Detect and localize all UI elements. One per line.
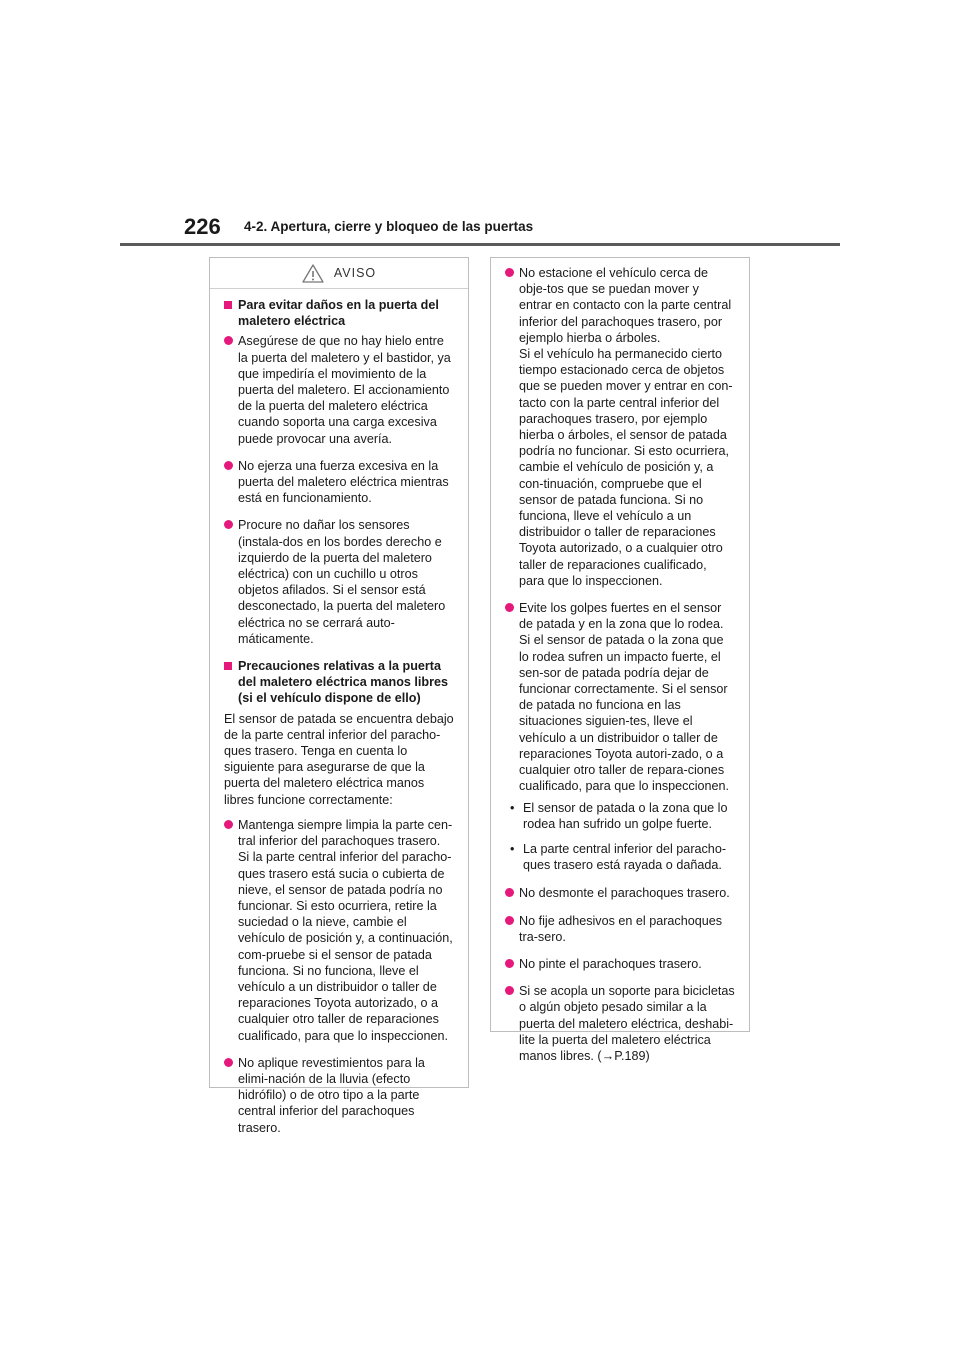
list-item-text: No ejerza una fuerza excesiva en la puerta del maletero eléctrica mientras está en funcionamiento. [238, 458, 449, 506]
list-item-text: Mantenga siempre limpia la parte cen-tral inferior del parachoques trasero. [238, 817, 453, 849]
list-item [505, 600, 735, 794]
square-bullet-icon [224, 301, 232, 309]
list-item-text: Evite los golpes fuertes en el sensor de patada y en la zona que lo rodea. [519, 601, 724, 632]
arrow-icon: → [601, 1048, 615, 1063]
sub-list-item [505, 800, 735, 832]
list-item-detail: Si la parte central inferior del paracho-ques trasero está sucia o cubierta de nieve, el sensor de patada podría no funcionar. Si esto ocurriera, retire la suciedad o la nieve, cambie el vehículo de posición y, a continuación, com-pruebe si el sensor de patada funciona. Si no funciona, lleve el vehículo a un distribuidor o taller de reparaciones Toyota autorizado, o a cualquier otro taller de reparaciones cualificado, para que lo inspeccionen. [238, 850, 453, 1043]
list-item-detail: Si el vehículo ha permanecido cierto tiempo estacionado cerca de objetos que se pueden mover y entrar en con-tacto con la parte central inferior del parachoques trasero, por ejemplo hierba o árboles, el sensor de patada podría no funcionar. Si esto ocurriera, cambie el vehículo de posición y, a con-tinuación, compruebe que el sensor de patada funciona. Si no funciona, lleve el vehículo a un distribuidor o taller de reparaciones Toyota autorizado, o a cualquier otro taller de reparaciones cualificado, para que lo inspeccionen. [519, 347, 733, 588]
list-item-text: Procure no dañar los sensores (instala-dos en los bordes derecho e izquierdo de la puerta del maletero eléctrica) con un cuchillo u otros objetos afilados. Si el sensor está desconectado, la puerta del maletero eléctrica no se cerrará auto-máticamente. [238, 518, 446, 646]
list-item-detail: Si el sensor de patada o la zona que lo rodea sufren un impacto fuerte, el sen-sor de patada podría dejar de funcionar correctamente. Si el sensor de patada no funciona en las situaciones siguien-tes, lleve el vehículo a un distribuidor o taller de reparaciones Toyota autori-zado, o a cualquier otro taller de repara-ciones cualificado, para que lo inspeccionen. [519, 633, 730, 794]
list-item [505, 983, 735, 1064]
list-item [505, 956, 735, 972]
warning-box-left [209, 257, 469, 1135]
list-item-text: No estacione el vehículo cerca de obje-tos que se puedan mover y entrar en contacto con la parte central inferior del parachoques trasero, por ejemplo hierba o árboles. [519, 266, 732, 345]
page-header [0, 0, 960, 250]
middot-marker: • [510, 841, 515, 856]
sub-list-text: El sensor de patada o la zona que lo rodea han sufrido un golpe fuerte. [523, 800, 728, 831]
list-item [224, 458, 454, 507]
header-divider [120, 243, 840, 246]
list-item-text: No desmonte el parachoques trasero. [519, 886, 730, 901]
subheading-handsfree [224, 658, 454, 707]
round-bullet-icon [224, 520, 233, 529]
sub-list-text: La parte central inferior del paracho-ques trasero está rayada o dañada. [523, 841, 727, 873]
page-reference-link[interactable]: P.189) [614, 1048, 650, 1063]
round-bullet-icon [224, 820, 233, 829]
square-bullet-icon [224, 662, 232, 670]
list-item-text: No fije adhesivos en el parachoques tra-sero. [519, 913, 723, 944]
subheading-text: Para evitar daños en la puerta del maletero eléctrica [238, 298, 439, 329]
page-number: 226 [184, 214, 221, 239]
round-bullet-icon [505, 603, 514, 612]
list-item-text: Asegúrese de que no hay hielo entre la puerta del maletero y el bastidor, ya que impediría el movimiento de la puerta del maletero. El accionamiento de la puerta del maletero eléctrica cuando soporta una carga excesiva puede provocar una avería. [238, 334, 451, 446]
list-item [224, 333, 454, 446]
list-item-text: No pinte el parachoques trasero. [519, 956, 702, 971]
round-bullet-icon [224, 336, 233, 345]
list-item [505, 265, 735, 589]
round-bullet-icon [224, 1058, 233, 1067]
list-item [224, 517, 454, 647]
warning-label: AVISO [333, 265, 377, 280]
round-bullet-icon [505, 916, 514, 925]
list-item-body: Si se acopla un soporte para bicicletas o algún objeto pesado similar a la puerta del maletero eléctrica, deshabi-lite la puerta del maletero eléctrica manos libres. ( [519, 984, 735, 1063]
list-item [224, 817, 454, 1044]
round-bullet-icon [505, 986, 514, 995]
list-item-text: No aplique revestimientos para la elimi-nación de la lluvia (efecto hidrófilo) o de otro tipo a la parte central inferior del parachoques trasero. [238, 1055, 425, 1135]
list-item [224, 1055, 454, 1136]
round-bullet-icon [505, 888, 514, 897]
middot-marker: • [510, 800, 515, 815]
warning-header [210, 258, 468, 289]
round-bullet-icon [224, 461, 233, 470]
body-paragraph: El sensor de patada se encuentra debajo de la parte central inferior del paracho-ques trasero. Tenga en cuenta lo siguiente para asegurarse de que la puerta del maletero eléctrica manos libres funcione correctamente: [224, 711, 454, 807]
list-item [505, 885, 735, 901]
round-bullet-icon [505, 959, 514, 968]
list-item [505, 913, 735, 945]
section-title: 4-2. Apertura, cierre y bloqueo de las puertas [244, 219, 534, 234]
sub-list-item [505, 841, 735, 873]
warning-box-right [490, 257, 750, 1063]
subheading-text: Precauciones relativas a la puerta del maletero eléctrica manos libres (si el vehículo dispone de ello) [238, 659, 448, 706]
list-item-text [519, 983, 735, 1064]
warning-triangle-icon [302, 264, 324, 283]
subheading-damage [224, 297, 454, 329]
round-bullet-icon [505, 268, 514, 277]
